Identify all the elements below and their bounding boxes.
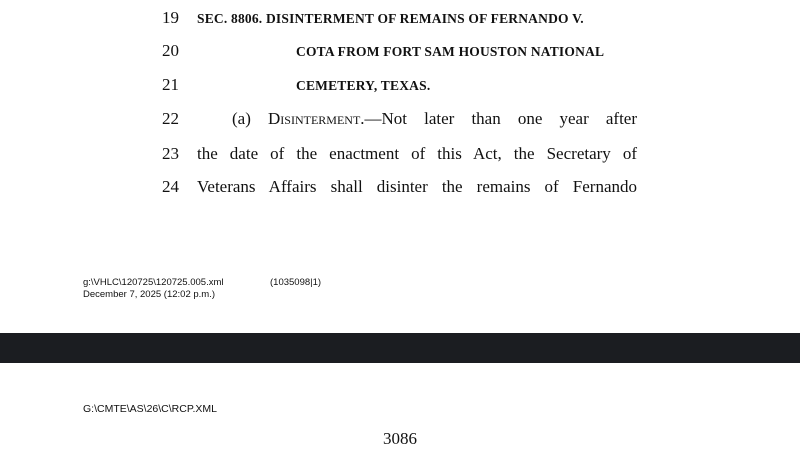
subsection-heading: Disinterment. (268, 109, 365, 128)
line-number: 23 (162, 144, 179, 163)
bill-line-22 (0, 107, 800, 131)
subsection-a-text (232, 107, 637, 131)
bill-line-24 (0, 175, 800, 199)
bill-line-21 (0, 73, 800, 97)
next-page-file-path: G:\CMTE\AS\26\C\RCP.XML (83, 403, 218, 415)
body-text-line: the date of the enactment of this Act, the Secretary of (197, 144, 637, 163)
page-number: 3086 (383, 429, 417, 448)
footer-timestamp: December 7, 2025 (12:02 p.m.) (83, 289, 216, 300)
subsection-prefix: (a) (232, 109, 251, 128)
document-page-next (0, 363, 800, 450)
footer-file-path: g:\VHLC\120725\120725.005.xml (83, 277, 224, 288)
section-heading-line-2: COTA FROM FORT SAM HOUSTON NATIONAL (296, 44, 605, 59)
line-number: 19 (162, 8, 179, 27)
section-heading-line-3: CEMETERY, TEXAS. (296, 78, 431, 93)
page-divider (0, 333, 800, 363)
bill-line-23 (0, 142, 800, 166)
subsection-body: —Not later than one year after (364, 109, 638, 128)
bill-line-19 (0, 6, 800, 30)
footer-doc-id: (1035098|1) (270, 277, 322, 288)
line-number: 21 (162, 75, 179, 94)
bill-line-20 (0, 39, 800, 63)
body-text-line: Veterans Affairs shall disinter the remains of Fernando (197, 177, 637, 196)
line-number: 22 (162, 109, 179, 128)
section-heading-line-1: SEC. 8806. DISINTERMENT OF REMAINS OF FERNANDO V. (197, 11, 584, 26)
line-number: 24 (162, 177, 179, 196)
line-number: 20 (162, 41, 179, 60)
